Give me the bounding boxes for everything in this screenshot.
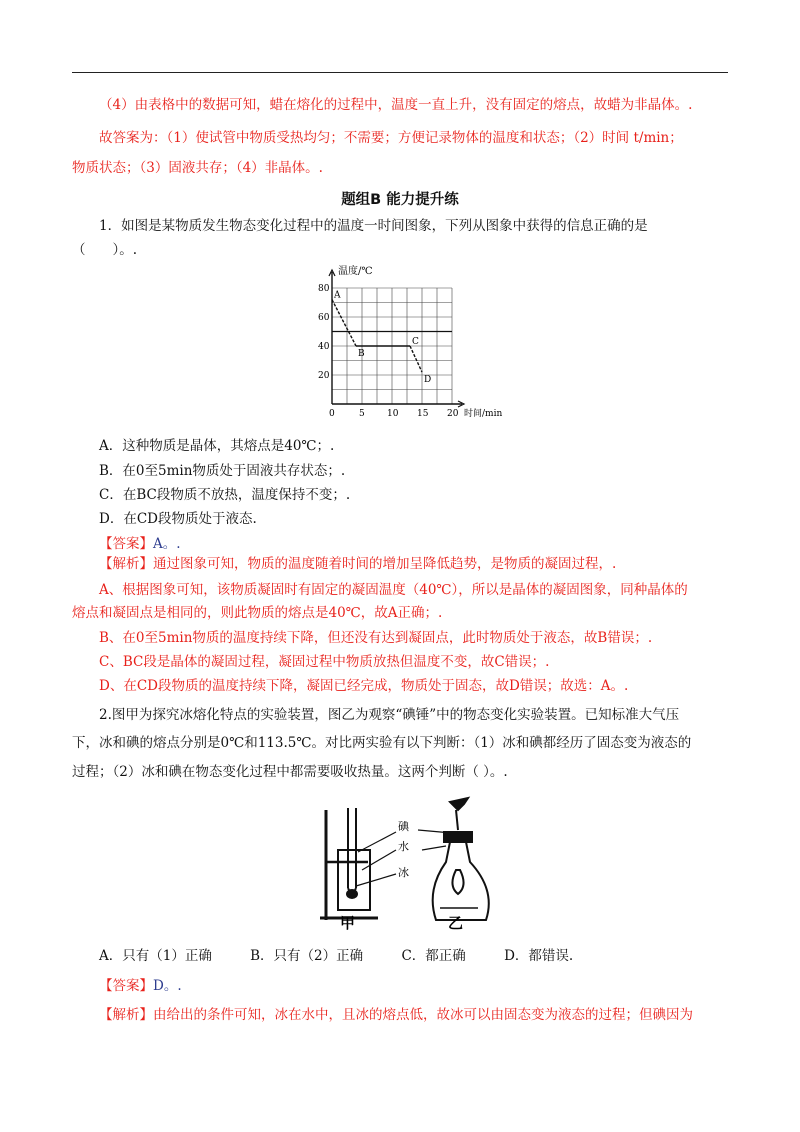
q2-option-b: B．只有（2）正确 (250, 948, 364, 964)
analysis-tag: 【解析】 (99, 1007, 153, 1023)
q1-analysis-6: D、在CD段物质的温度持续下降，凝固已经完成，物质处于固态，故D错误；故选：A。. (99, 678, 629, 694)
y-tick-label: 40 (318, 342, 330, 352)
answer-tag: 【答案】 (99, 978, 153, 994)
analysis-text: 由给出的条件可知，冰在水中，且冰的熔点低，故冰可以由固态变为液态的过程；但碘因为 (153, 1007, 693, 1023)
q2-options (99, 946, 759, 966)
x-tick-label: 10 (387, 409, 399, 419)
y-tick-label: 20 (318, 371, 330, 381)
label-yi: 乙 (448, 914, 464, 930)
q1-answer (99, 534, 759, 554)
q1-analysis-2: A、根据图象可知，该物质凝固时有固定的凝固温度（40℃），所以是晶体的凝固图象，同种晶体的 (99, 582, 688, 598)
q1-analysis-4: B、在0至5min物质的温度持续下降，但还没有达到凝固点，此时物质处于液态，故B错误；. (99, 630, 653, 646)
answer-value: A。. (153, 536, 181, 552)
q1-option-b: B．在0至5min物质处于固液共存状态；. (99, 463, 346, 479)
q1-option-a: A．这种物质是晶体，其熔点是40℃；. (99, 438, 335, 454)
answer-line-4: （4）由表格中的数据可知，蜡在熔化的过程中，温度一直上升，没有固定的熔点，故蜡为非晶体。. (99, 97, 693, 113)
q2-option-c: C．都正确 (401, 948, 466, 964)
point-label: D (424, 375, 432, 386)
answer-summary-line-2: 物质状态；（3）固液共存；（4）非晶体。. (72, 160, 323, 176)
analysis-tag: 【解析】 (99, 556, 153, 572)
x-axis-label: 时间/min (464, 409, 503, 419)
x-tick-label: 0 (329, 409, 335, 419)
series-segment (332, 300, 356, 346)
x-tick-label: 15 (417, 409, 429, 419)
q2-answer (99, 976, 759, 996)
q2-option-a: A．只有（1）正确 (99, 948, 212, 964)
q1-analysis-1 (99, 554, 759, 574)
q2-stem-2: 下，冰和碘的熔点分别是0℃和113.5℃。对比两实验有以下判断：（1）冰和碘都经历了固态变为液态的 (72, 735, 692, 751)
y-axis-label: 温度/℃ (338, 266, 373, 277)
series-segment (410, 346, 422, 372)
q1-stem-blank: （ ）。. (72, 242, 138, 258)
temperature-time-graph (316, 262, 526, 427)
q1-analysis-3: 熔点和凝固点是相同的，则此物质的熔点是40℃，故A正确；. (72, 605, 443, 621)
q2-stem-3: 过程；（2）冰和碘在物态变化过程中都需要吸收热量。这两个判断（ ）。. (72, 764, 508, 780)
q2-analysis (99, 1005, 759, 1025)
answer-value: D。. (153, 978, 182, 994)
q1-option-c: C．在BC段物质不放热，温度保持不变；. (99, 487, 351, 503)
q1-stem: 1．如图是某物质发生物态变化过程中的温度一时间图象，下列从图象中获得的信息正确的是 (99, 218, 648, 234)
analysis-text: 通过图象可知，物质的温度随着时间的增加呈降低趋势，是物质的凝固过程，. (153, 556, 617, 572)
answer-tag: 【答案】 (99, 536, 153, 552)
answer-summary-line: 故答案为：（1）使试管中物质受热均匀；不需要；方便记录物体的温度和状态；（2）时间 t/min； (99, 130, 683, 146)
x-tick-label: 5 (359, 409, 365, 419)
header-rule (72, 72, 728, 73)
y-tick-label: 60 (318, 313, 330, 323)
experiment-apparatus-figure (318, 790, 498, 930)
label-iodine: 碘 (398, 820, 409, 833)
point-label: A (334, 290, 341, 301)
figure-jia (320, 808, 396, 920)
q1-analysis-5: C、BC段是晶体的凝固过程，凝固过程中物质放热但温度不变，故C错误；. (99, 654, 550, 670)
label-jia: 甲 (340, 914, 356, 930)
point-label: B (358, 349, 365, 359)
figure-yi (418, 798, 489, 920)
q2-stem-1: 2.图甲为探究冰熔化特点的实验装置，图乙为观察“碘锤”中的物态变化实验装置。已知标准大气压 (99, 707, 680, 723)
label-ice: 冰 (398, 866, 409, 879)
q1-option-d: D．在CD段物质处于液态. (99, 511, 257, 527)
section-title: 题组B 能力提升练 (341, 192, 459, 208)
x-tick-label: 20 (447, 409, 459, 419)
q2-option-d: D．都错误. (504, 948, 574, 964)
point-label: C (412, 337, 419, 347)
y-tick-label: 80 (318, 284, 330, 294)
label-water: 水 (398, 840, 409, 853)
